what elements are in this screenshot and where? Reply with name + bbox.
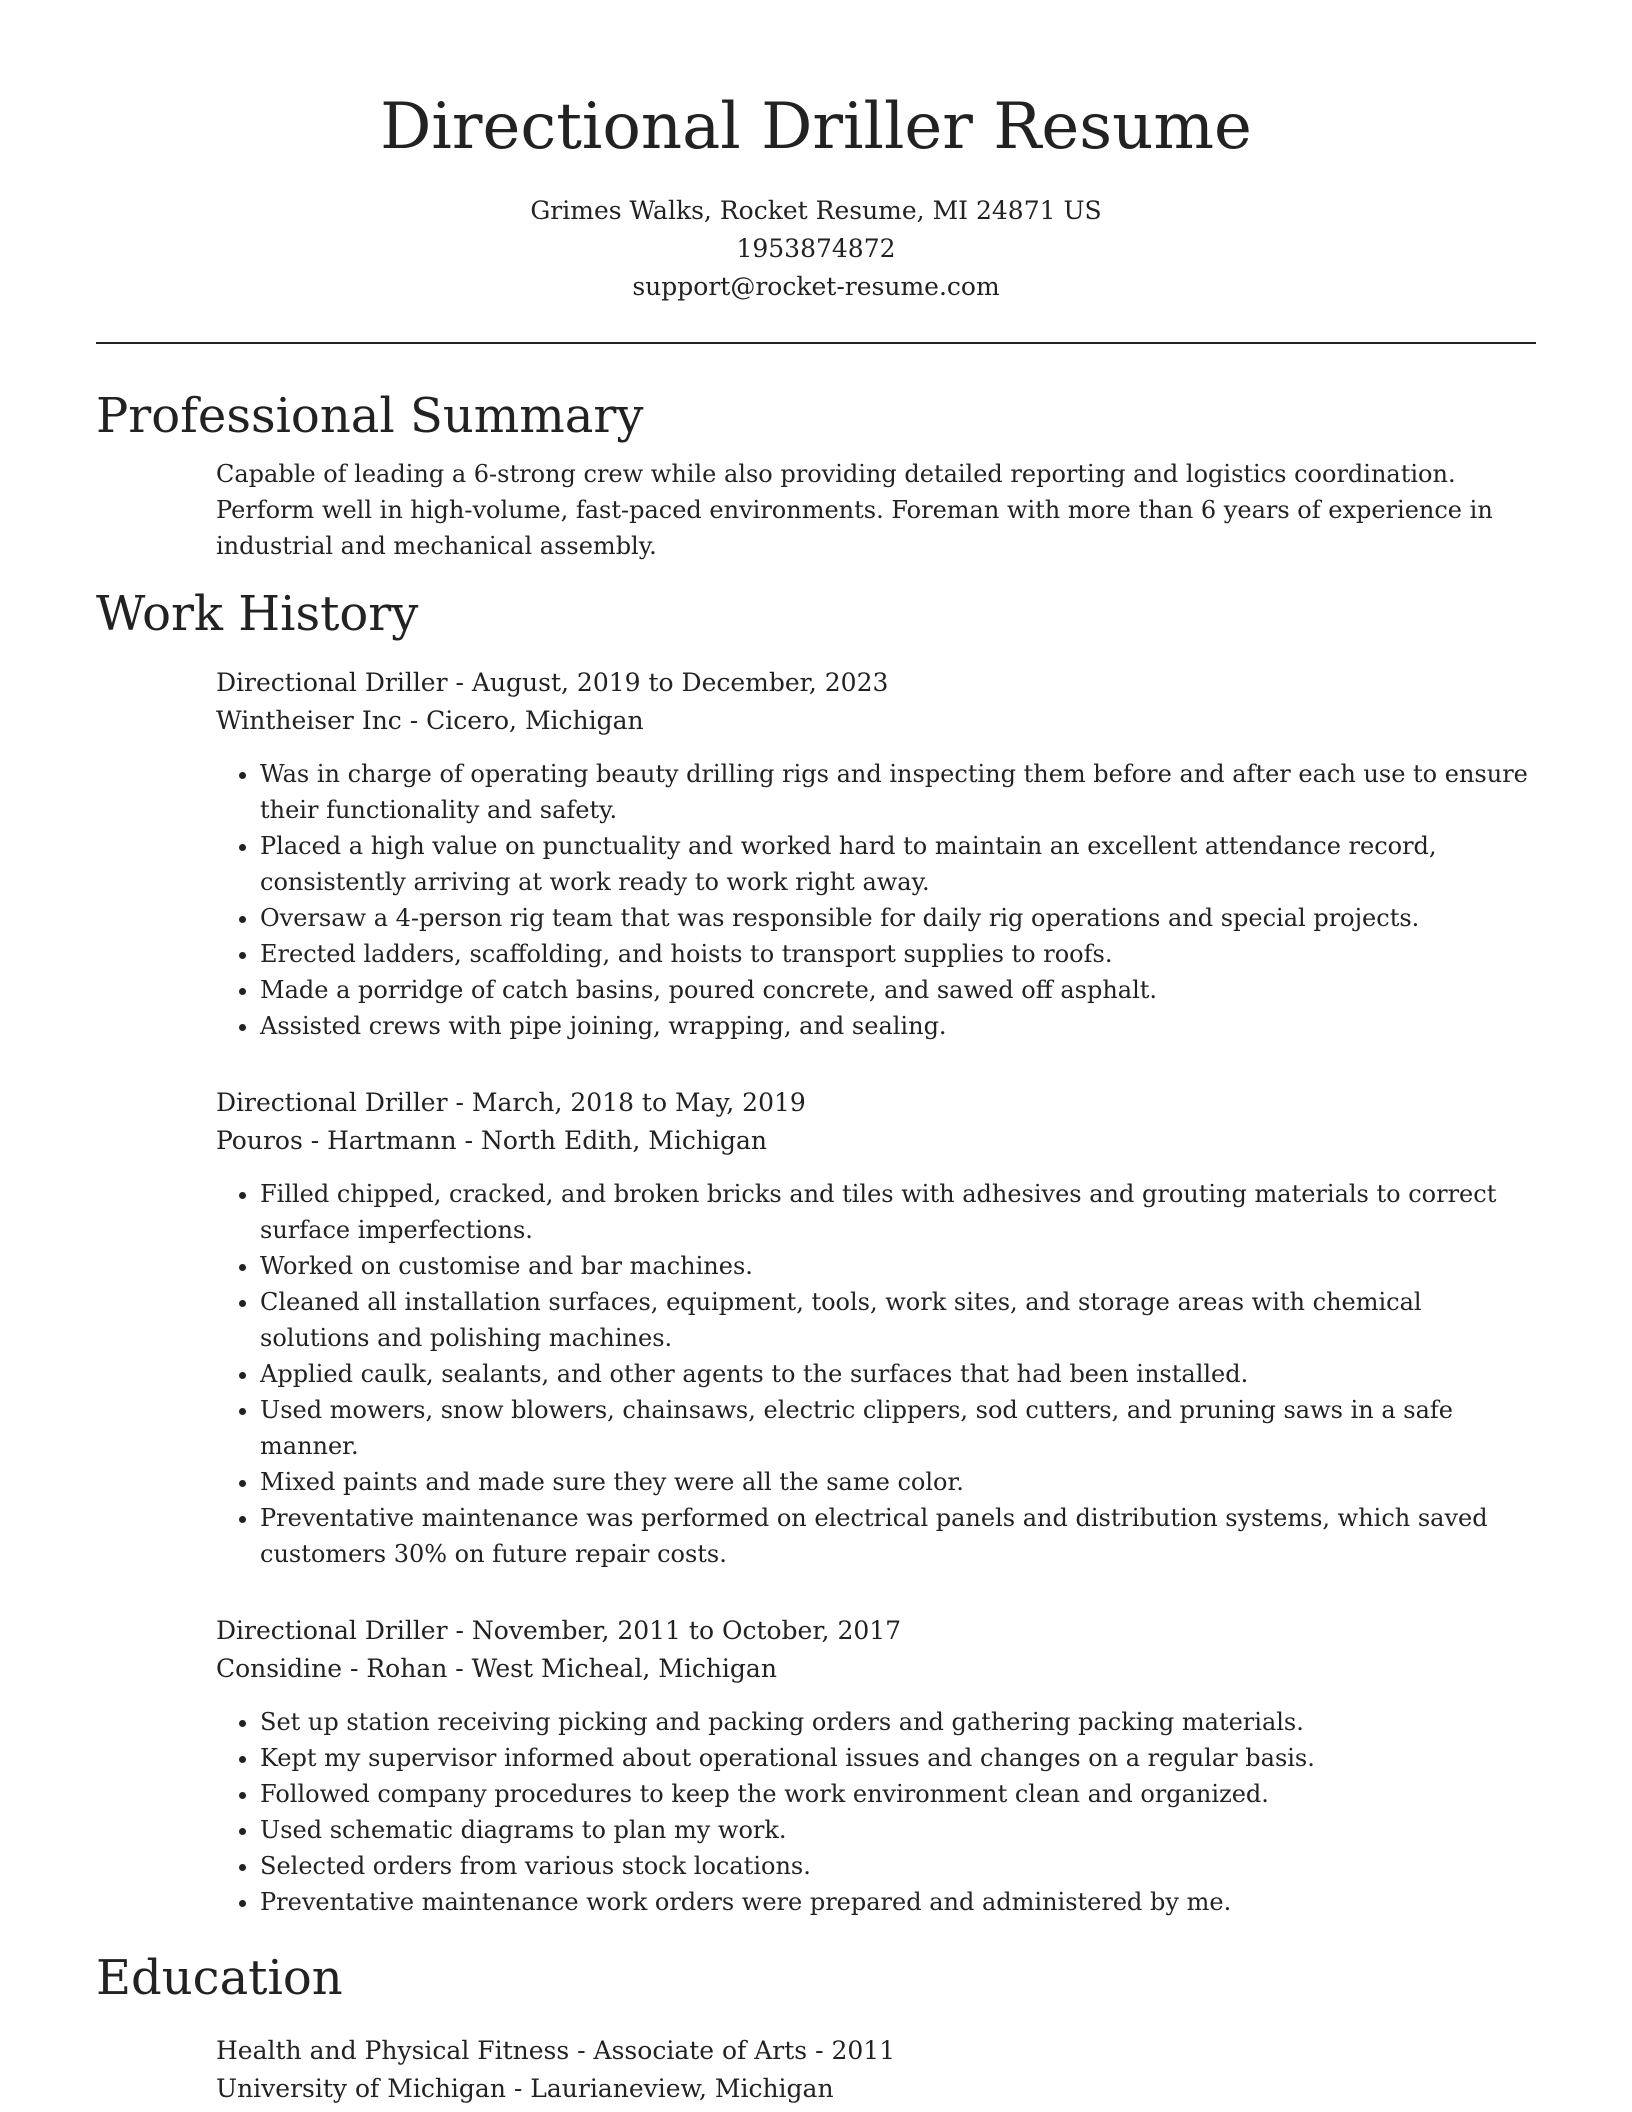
job-bullet: • Oversaw a 4-person rig team that was responsible for daily rig operations and special projects. [260,900,1536,936]
contact-phone: 1953874872 [736,234,896,263]
job-bullet: • Set up station receiving picking and packing orders and gathering packing materials. [260,1704,1536,1740]
job-bullet: • Applied caulk, sealants, and other agents to the surfaces that had been installed. [260,1356,1536,1392]
job-entry [216,664,1536,1044]
job-bullets [216,1176,1536,1572]
job-bullet: • Kept my supervisor informed about operational issues and changes on a regular basis. [260,1740,1536,1776]
job-bullet: • Worked on customise and bar machines. [260,1248,1536,1284]
job-title-line: Directional Driller - August, 2019 to December, 2023 [216,668,889,697]
resume-title: Directional Driller Resume [380,90,1252,164]
summary-text: Capable of leading a 6-strong crew while also providing detailed reporting and logistics coordination. Perform well in high-volume, fast-paced environments. Foreman with more than 6 years of experience in industrial and mechanical assembly. [216,460,1493,560]
job-bullet: • Filled chipped, cracked, and broken bricks and tiles with adhesives and grouting materials to correct surface imperfections. [260,1176,1536,1248]
job-bullets [216,756,1536,1044]
work-history-heading: Work History [96,586,419,642]
job-title-line: Directional Driller - March, 2018 to May, 2019 [216,1088,806,1117]
education-heading: Education [96,1950,343,2006]
job-bullet: • Cleaned all installation surfaces, equipment, tools, work sites, and storage areas with chemical solutions and polishing machines. [260,1284,1536,1356]
job-bullet: • Placed a high value on punctuality and worked hard to maintain an excellent attendance record, consistently arriving at work ready to work right away. [260,828,1536,900]
header-divider [96,342,1536,344]
job-bullet: • Preventative maintenance was performed on electrical panels and distribution systems, which saved customers 30% on future repair costs. [260,1500,1536,1572]
job-company-line: Pouros - Hartmann - North Edith, Michigan [216,1126,767,1155]
job-bullet: • Mixed paints and made sure they were all the same color. [260,1464,1536,1500]
job-bullet: • Assisted crews with pipe joining, wrapping, and sealing. [260,1008,1536,1044]
work-history-list [216,664,1536,1920]
job-bullets [216,1704,1536,1920]
contact-info [96,192,1536,306]
contact-address: Grimes Walks, Rocket Resume, MI 24871 US [530,196,1102,225]
job-bullet: • Made a porridge of catch basins, poured concrete, and sawed off asphalt. [260,972,1536,1008]
job-bullet: • Selected orders from various stock locations. [260,1848,1536,1884]
job-bullet: • Used schematic diagrams to plan my work. [260,1812,1536,1848]
education-entry [216,2032,1536,2108]
job-company-line: Wintheiser Inc - Cicero, Michigan [216,706,644,735]
resume-header [96,0,1536,306]
job-bullet: • Used mowers, snow blowers, chainsaws, electric clippers, sod cutters, and pruning saws in a safe manner. [260,1392,1536,1464]
job-bullet: • Was in charge of operating beauty drilling rigs and inspecting them before and after each use to ensure their functionality and safety. [260,756,1536,828]
job-bullet: • Followed company procedures to keep the work environment clean and organized. [260,1776,1536,1812]
job-bullet: • Erected ladders, scaffolding, and hoists to transport supplies to roofs. [260,936,1536,972]
contact-email: support@rocket-resume.com [632,272,1000,301]
summary-heading: Professional Summary [96,388,644,444]
education-school-line: University of Michigan - Laurianeview, Michigan [216,2074,834,2103]
education-degree-line: Health and Physical Fitness - Associate of Arts - 2011 [216,2036,896,2065]
job-title-line: Directional Driller - November, 2011 to October, 2017 [216,1616,902,1645]
job-bullet: • Preventative maintenance work orders were prepared and administered by me. [260,1884,1536,1920]
job-entry [216,1084,1536,1572]
job-entry [216,1612,1536,1920]
job-company-line: Considine - Rohan - West Micheal, Michigan [216,1654,777,1683]
